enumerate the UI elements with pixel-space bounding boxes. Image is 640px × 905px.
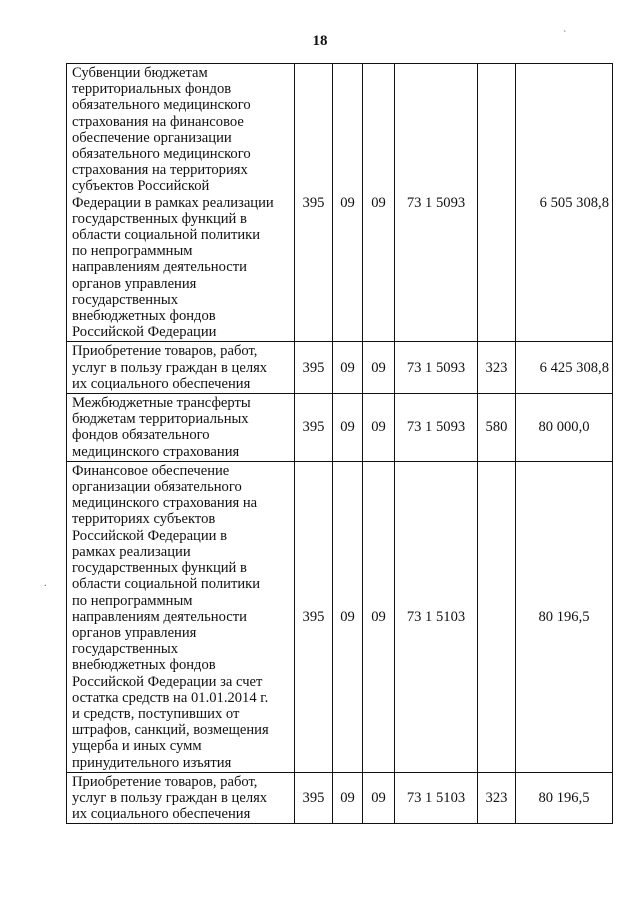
section-code-cell: 09 [333,64,363,342]
budget-table-container [66,63,612,824]
item-name-line: Российской Федерации в [72,527,228,544]
table-row [67,394,613,462]
item-name-line: направлениям деятельности [72,608,247,625]
item-name-cell [67,772,295,824]
page-number: 18 [312,33,328,49]
item-name-line: обязательного медицинского [72,97,251,114]
amount-cell: 80 196,5 [516,772,613,824]
item-name-line: остатка средств на 01.01.2014 г. [72,689,269,706]
amount-cell: 6 505 308,8 [516,64,613,342]
item-name-line: органов управления [72,275,197,292]
item-name-line: области социальной политики [72,227,261,244]
item-name-line: бюджетам территориальных [72,411,249,428]
subsection-code-cell: 09 [363,394,395,462]
item-name-line: услуг в пользу граждан в целях [72,359,268,376]
item-name-line: фондов обязательного [72,427,210,444]
item-name-line: медицинского страхования на [72,495,258,512]
grbs-code-cell: 395 [295,64,333,342]
item-name-line: услуг в пользу граждан в целях [72,789,268,806]
item-name-line: штрафов, санкций, возмещения [72,722,269,739]
grbs-code-cell: 395 [295,772,333,824]
scan-mark: ˋ [563,30,567,41]
amount-cell: 80 000,0 [516,394,613,462]
table-row [67,342,613,394]
item-name-cell [67,64,295,342]
item-name-line: страхования на территориях [72,162,248,179]
item-name-line: территориях субъектов [72,511,216,528]
expense-type-cell: 323 [478,772,516,824]
item-name-line: направлениям деятельности [72,259,247,276]
item-name-line: по непрограммным [72,592,193,609]
subsection-code-cell: 09 [363,64,395,342]
item-name-line: и средств, поступивших от [72,705,240,722]
item-name-line: Приобретение товаров, работ, [72,343,258,360]
item-name-line: по непрограммным [72,243,193,260]
grbs-code-cell: 395 [295,342,333,394]
item-name-line: субъектов Российской [72,178,210,195]
item-name-line: Российской Федерации за счет [72,673,263,690]
budget-table [66,63,613,824]
item-name-line: государственных [72,291,179,308]
item-name-line: ущерба и иных сумм [72,738,202,755]
section-code-cell: 09 [333,461,363,772]
item-name-line: организации обязательного [72,479,242,496]
subsection-code-cell: 09 [363,461,395,772]
section-code-cell: 09 [333,394,363,462]
item-name-line: области социальной политики [72,576,261,593]
item-name-line: внебюджетных фондов [72,308,216,325]
table-row [67,461,613,772]
item-name-cell [67,394,295,462]
section-code-cell: 09 [333,772,363,824]
item-name-line: органов управления [72,624,197,641]
target-article-cell: 73 1 5093 [395,64,478,342]
item-name-line: страхования на финансовое [72,113,244,130]
subsection-code-cell: 09 [363,772,395,824]
scan-mark: . [44,578,47,589]
table-row [67,772,613,824]
item-name-line: государственных функций в [72,210,247,227]
grbs-code-cell: 395 [295,394,333,462]
grbs-code-cell: 395 [295,461,333,772]
item-name-line: государственных [72,641,179,658]
item-name-cell [67,342,295,394]
target-article-cell: 73 1 5093 [395,342,478,394]
item-name-line: Межбюджетные трансферты [72,395,251,412]
amount-cell: 80 196,5 [516,461,613,772]
budget-table-body [67,64,613,824]
item-name-line: медицинского страхования [72,443,240,460]
item-name-line: Российской Федерации [72,324,217,341]
expense-type-cell: 580 [478,394,516,462]
item-name-line: принудительного изъятия [72,754,232,771]
item-name-line: Субвенции бюджетам [72,65,208,81]
item-name-line: территориальных фондов [72,81,232,98]
target-article-cell: 73 1 5103 [395,461,478,772]
target-article-cell: 73 1 5103 [395,772,478,824]
table-row [67,64,613,342]
subsection-code-cell: 09 [363,342,395,394]
item-name-line: рамках реализации [72,543,191,560]
item-name-line: обязательного медицинского [72,146,251,163]
item-name-line: Финансовое обеспечение [72,462,230,479]
expense-type-cell [478,461,516,772]
item-name-line: их социального обеспечения [72,806,251,823]
expense-type-cell: 323 [478,342,516,394]
item-name-line: их социального обеспечения [72,375,251,392]
item-name-line: государственных функций в [72,560,247,577]
item-name-line: внебюджетных фондов [72,657,216,674]
target-article-cell: 73 1 5093 [395,394,478,462]
item-name-line: Федерации в рамках реализации [72,194,274,211]
item-name-line: обеспечение организации [72,129,232,146]
item-name-line: Приобретение товаров, работ, [72,773,258,790]
item-name-cell [67,461,295,772]
amount-cell: 6 425 308,8 [516,342,613,394]
expense-type-cell [478,64,516,342]
section-code-cell: 09 [333,342,363,394]
